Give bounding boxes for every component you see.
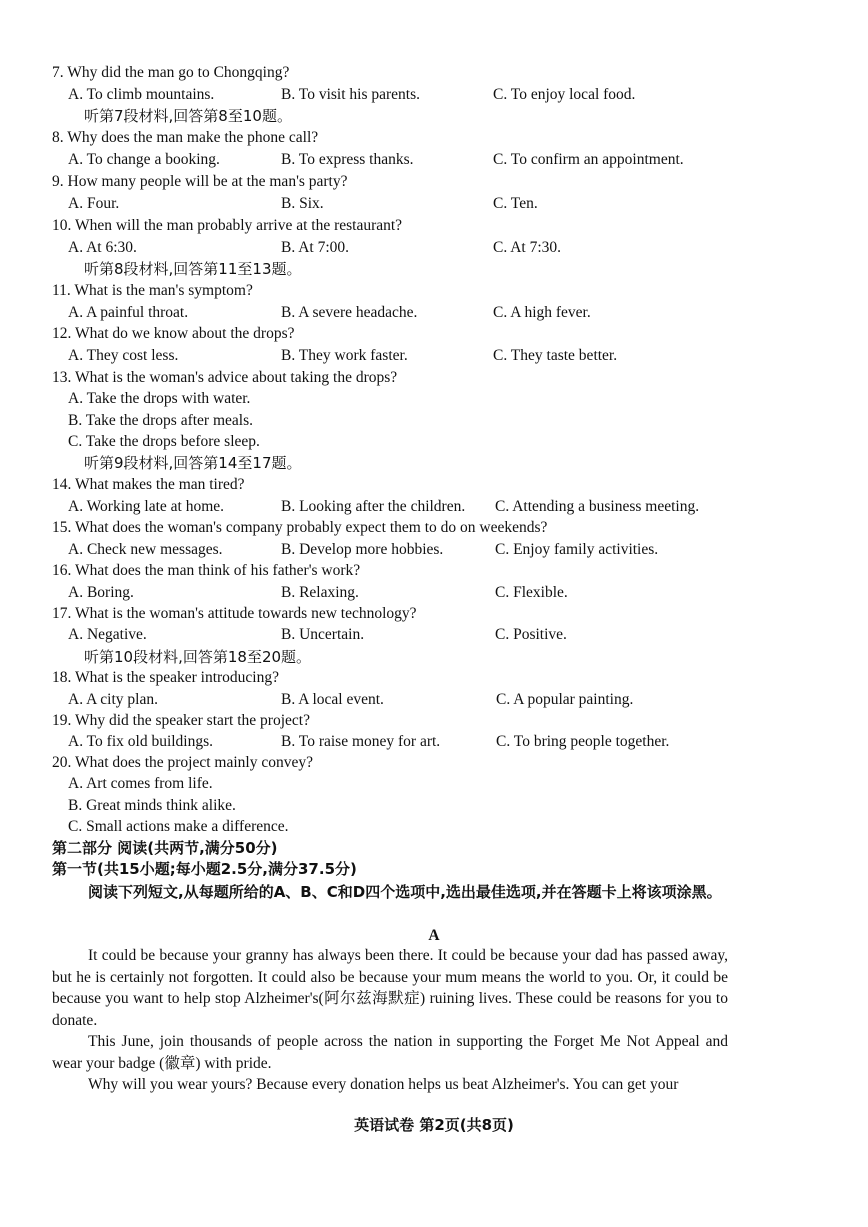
question-13-option-c: C. Take the drops before sleep. — [68, 433, 260, 450]
question-9-option-c: C. Ten. — [493, 195, 538, 212]
question-11-option-a: A. A painful throat. — [68, 304, 189, 321]
question-17-option-b: B. Uncertain. — [281, 626, 365, 643]
question-15-option-a: A. Check new messages. — [68, 541, 223, 558]
section-1-heading: 第一节(共15小题;每小题2.5分,满分37.5分) — [52, 860, 357, 878]
question-10-option-b: B. At 7:00. — [281, 239, 350, 256]
question-9-stem: 9. How many people will be at the man's party? — [52, 173, 348, 190]
question-18-stem: 18. What is the speaker introducing? — [52, 669, 279, 686]
reading-instructions: 阅读下列短文,从每题所给的A、B、C和D四个选项中,选出最佳选项,并在答题卡上将该项涂黑。 — [88, 883, 722, 901]
passage-paragraph-3: Why will you wear yours? Because every donation helps us beat Alzheimer's. You can get your — [88, 1076, 679, 1093]
question-19-option-b: B. To raise money for art. — [281, 733, 441, 750]
question-12-option-c: C. They taste better. — [493, 347, 618, 364]
question-20-option-b: B. Great minds think alike. — [68, 797, 236, 814]
question-16-option-a: A. Boring. — [68, 584, 134, 601]
question-10-option-a: A. At 6:30. — [68, 239, 137, 256]
question-8-stem: 8. Why does the man make the phone call? — [52, 129, 319, 146]
question-8-option-b: B. To express thanks. — [281, 151, 414, 168]
question-14-option-c: C. Attending a business meeting. — [495, 498, 700, 515]
passage-paragraph-2: This June, join thousands of people across the nation in supporting the Forget Me Not Appeal and wear your badge (徽章) with pride. — [52, 1033, 728, 1072]
question-7-stem: 7. Why did the man go to Chongqing? — [52, 64, 290, 81]
question-18-option-b: B. A local event. — [281, 691, 384, 708]
question-18-option-c: C. A popular painting. — [496, 691, 634, 708]
question-20-stem: 20. What does the project mainly convey? — [52, 754, 313, 771]
question-17-stem: 17. What is the woman's attitude towards new technology? — [52, 605, 417, 622]
question-10-stem: 10. When will the man probably arrive at the restaurant? — [52, 217, 403, 234]
question-11-option-b: B. A severe headache. — [281, 304, 418, 321]
listening-instruction-8: 听第8段材料,回答第11至13题。 — [84, 260, 302, 278]
question-16-option-b: B. Relaxing. — [281, 584, 359, 601]
question-12-stem: 12. What do we know about the drops? — [52, 325, 295, 342]
question-13-stem: 13. What is the woman's advice about taking the drops? — [52, 369, 398, 386]
page-footer: 英语试卷 第2页(共8页) — [354, 1116, 514, 1134]
question-16-stem: 16. What does the man think of his father's work? — [52, 562, 361, 579]
listening-instruction-10: 听第10段材料,回答第18至20题。 — [84, 648, 312, 666]
question-13-option-a: A. Take the drops with water. — [68, 390, 251, 407]
question-15-option-c: C. Enjoy family activities. — [495, 541, 659, 558]
question-18-option-a: A. A city plan. — [68, 691, 158, 708]
question-15-option-b: B. Develop more hobbies. — [281, 541, 444, 558]
question-7-option-c: C. To enjoy local food. — [493, 86, 636, 103]
passage-paragraph-1: It could be because your granny has always been there. It could be because your dad has passed away, but he is certainly not forgotten. It could also be because your mum means the world to you. Or, it could be because you want to help stop Alzheimer's(阿尔兹海默症) ruining lives. These could be reasons for you to donate. — [52, 947, 728, 1029]
question-19-stem: 19. Why did the speaker start the project? — [52, 712, 310, 729]
part-2-heading: 第二部分 阅读(共两节,满分50分) — [52, 839, 278, 857]
question-17-option-c: C. Positive. — [495, 626, 567, 643]
listening-instruction-9: 听第9段材料,回答第14至17题。 — [84, 454, 302, 472]
question-11-stem: 11. What is the man's symptom? — [52, 282, 253, 299]
listening-instruction-7: 听第7段材料,回答第8至10题。 — [84, 107, 292, 125]
question-13-option-b: B. Take the drops after meals. — [68, 412, 254, 429]
question-20-option-c: C. Small actions make a difference. — [68, 818, 289, 835]
question-7-option-b: B. To visit his parents. — [281, 86, 420, 103]
question-11-option-c: C. A high fever. — [493, 304, 591, 321]
question-14-option-a: A. Working late at home. — [68, 498, 225, 515]
passage-label: A — [428, 927, 440, 944]
question-19-option-a: A. To fix old buildings. — [68, 733, 214, 750]
question-12-option-a: A. They cost less. — [68, 347, 179, 364]
question-7-option-a: A. To climb mountains. — [68, 86, 215, 103]
question-16-option-c: C. Flexible. — [495, 584, 568, 601]
question-14-stem: 14. What makes the man tired? — [52, 476, 245, 493]
question-19-option-c: C. To bring people together. — [496, 733, 670, 750]
question-12-option-b: B. They work faster. — [281, 347, 408, 364]
question-9-option-a: A. Four. — [68, 195, 120, 212]
question-20-option-a: A. Art comes from life. — [68, 775, 213, 792]
question-9-option-b: B. Six. — [281, 195, 324, 212]
question-10-option-c: C. At 7:30. — [493, 239, 562, 256]
question-14-option-b: B. Looking after the children. — [281, 498, 466, 515]
question-8-option-c: C. To confirm an appointment. — [493, 151, 684, 168]
question-17-option-a: A. Negative. — [68, 626, 147, 643]
question-15-stem: 15. What does the woman's company probably expect them to do on weekends? — [52, 519, 548, 536]
question-8-option-a: A. To change a booking. — [68, 151, 220, 168]
